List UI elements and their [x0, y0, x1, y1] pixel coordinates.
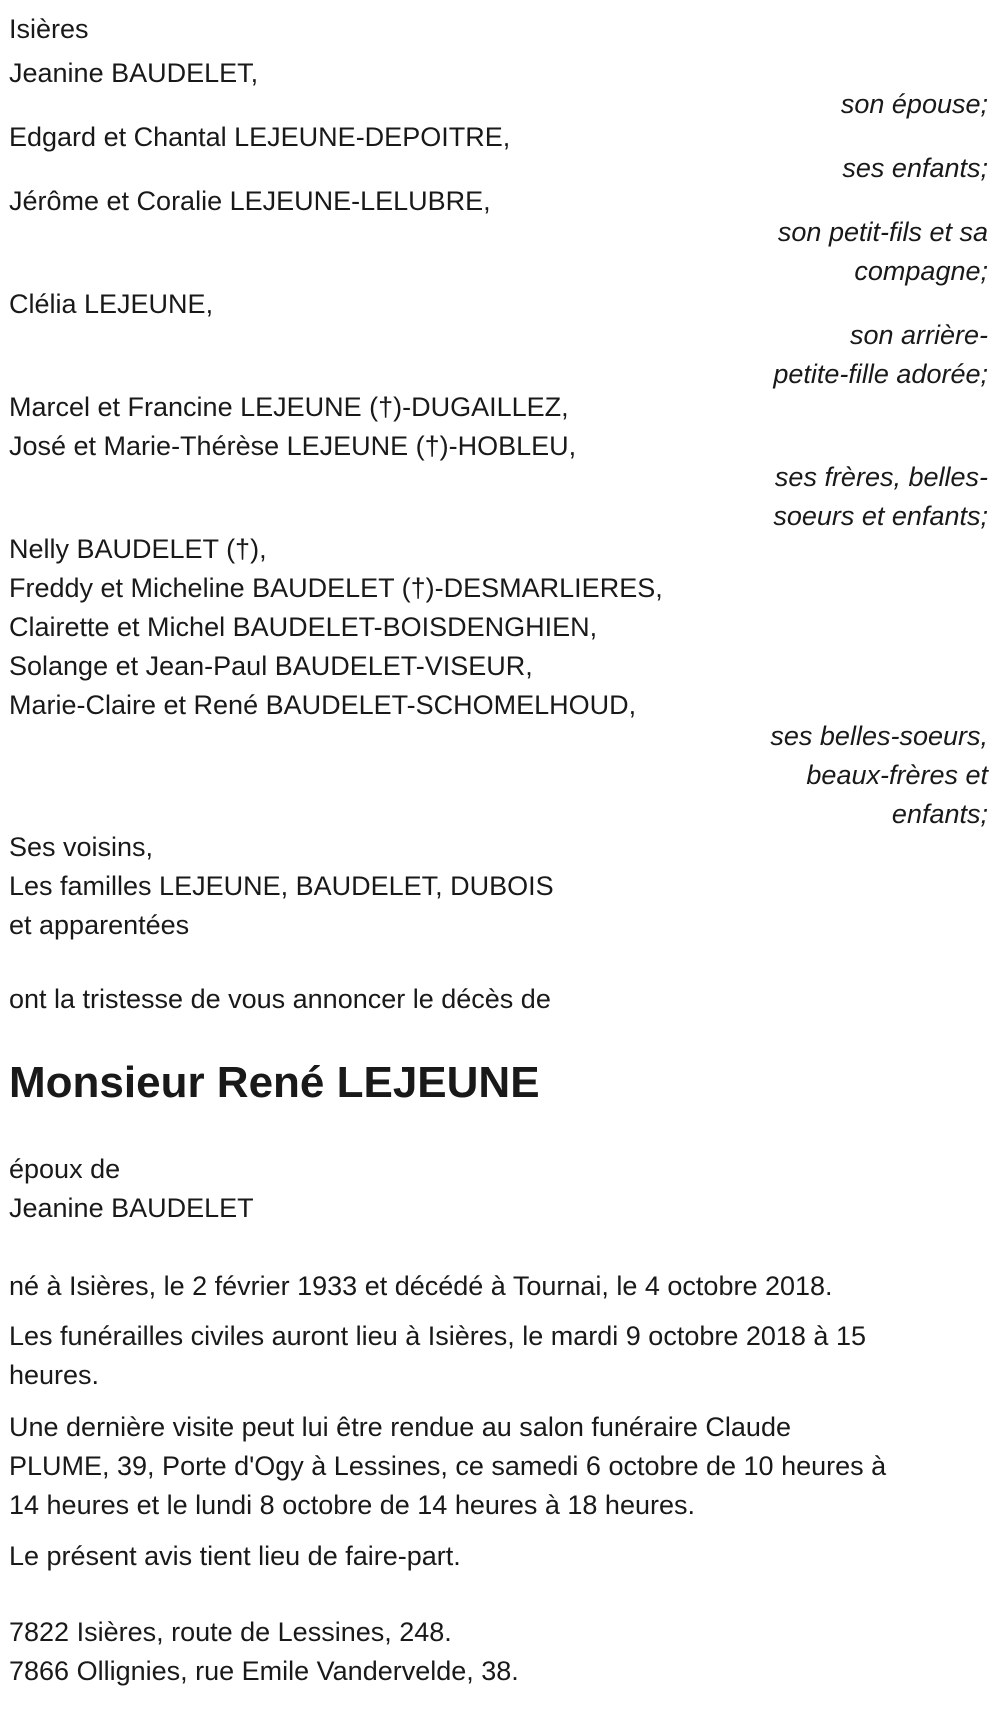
relative-name-line: José et Marie-Thérèse LEJEUNE (†)-HOBLEU,	[9, 431, 577, 461]
spouse-intro-line: Jeanine BAUDELET	[9, 1193, 254, 1223]
relative-name-line: et apparentées	[9, 910, 190, 940]
paragraph-funeral	[9, 1317, 988, 1395]
spouse-intro	[9, 1150, 988, 1228]
relative-name-line: Freddy et Micheline BAUDELET (†)-DESMARLIERES,	[9, 573, 663, 603]
relation-line: son épouse;	[840, 89, 988, 119]
relation-label-great-granddaughter	[9, 316, 988, 394]
relative-name-line: Jeanine BAUDELET,	[9, 58, 259, 88]
body-line: heures.	[9, 1360, 100, 1390]
announcement-line: ont la tristesse de vous annoncer le décès de	[9, 984, 551, 1014]
relation-line: ses frères, belles-	[774, 462, 988, 492]
body-line: né à Isières, le 2 février 1933 et décédé à Tournai, le 4 octobre 2018.	[9, 1271, 833, 1301]
relation-line: compagne;	[854, 256, 988, 286]
relative-name-line: Clairette et Michel BAUDELET-BOISDENGHIEN,	[9, 612, 598, 642]
relation-line: ses enfants;	[842, 153, 988, 183]
body-line: PLUME, 39, Porte d'Ogy à Lessines, ce samedi 6 octobre de 10 heures à	[9, 1451, 887, 1481]
relation-line: soeurs et enfants;	[773, 501, 988, 531]
relation-line: ses belles-soeurs,	[770, 721, 988, 751]
relation-line: enfants;	[891, 799, 988, 829]
deceased-name: Monsieur René LEJEUNE	[9, 1058, 540, 1107]
family-group-grandson	[9, 182, 988, 291]
relative-name-line: Jérôme et Coralie LEJEUNE-LELUBRE,	[9, 186, 491, 216]
address-line: 7866 Ollignies, rue Emile Vandervelde, 38.	[9, 1656, 519, 1686]
family-group-children	[9, 118, 988, 188]
relative-name-line: Marie-Claire et René BAUDELET-SCHOMELHOUD,	[9, 690, 637, 720]
body-line: Les funérailles civiles auront lieu à Isières, le mardi 9 octobre 2018 à 15	[9, 1321, 866, 1351]
relative-name-line: Edgard et Chantal LEJEUNE-DEPOITRE,	[9, 122, 511, 152]
relation-line: son petit-fils et sa	[777, 217, 988, 247]
family-group-great-granddaughter	[9, 285, 988, 394]
paragraph-born-died	[9, 1267, 988, 1306]
family-group-neighbours-families	[9, 828, 988, 945]
body-line: Une dernière visite peut lui être rendue au salon funéraire Claude	[9, 1412, 791, 1442]
relative-name-line: Nelly BAUDELET (†),	[9, 534, 267, 564]
relation-label-brothers	[9, 458, 988, 536]
body-line: Le présent avis tient lieu de faire-part.	[9, 1541, 461, 1571]
address-line: 7822 Isières, route de Lessines, 248.	[9, 1617, 452, 1647]
relation-label-sisters-in-law	[9, 717, 988, 834]
paragraph-notice	[9, 1537, 988, 1576]
relative-name-line: Clélia LEJEUNE,	[9, 289, 214, 319]
paragraph-visit	[9, 1408, 988, 1525]
family-group-spouse	[9, 54, 988, 124]
relation-label-grandson	[9, 213, 988, 291]
relative-name-line: Marcel et Francine LEJEUNE (†)-DUGAILLEZ,	[9, 392, 569, 422]
relation-line: son arrière-	[849, 320, 988, 350]
family-group-brothers	[9, 388, 988, 536]
place-line: Isières	[9, 14, 89, 44]
family-group-sisters-in-law	[9, 530, 988, 834]
relative-name-line: Les familles LEJEUNE, BAUDELET, DUBOIS	[9, 871, 554, 901]
addresses-block	[9, 1613, 988, 1691]
relation-line: petite-fille adorée;	[773, 359, 988, 389]
relation-line: beaux-frères et	[806, 760, 988, 790]
body-line: 14 heures et le lundi 8 octobre de 14 heures à 18 heures.	[9, 1490, 695, 1520]
spouse-intro-line: époux de	[9, 1154, 121, 1184]
relative-name-line: Solange et Jean-Paul BAUDELET-VISEUR,	[9, 651, 533, 681]
relative-name-line: Ses voisins,	[9, 832, 154, 862]
